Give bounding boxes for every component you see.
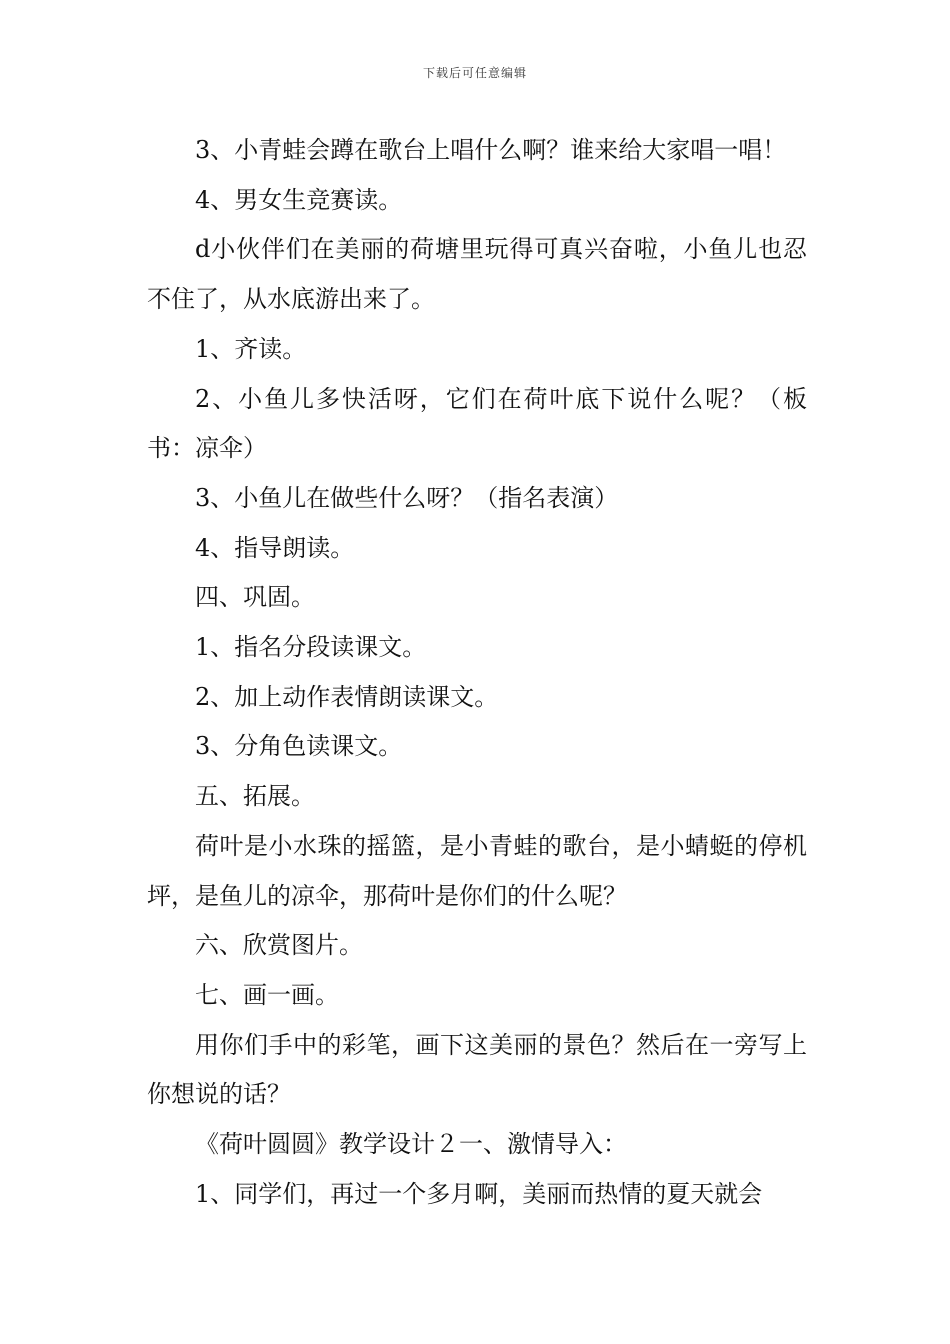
paragraph: 2、小鱼儿多快活呀，它们在荷叶底下说什么呢？（板书：凉伞） bbox=[147, 384, 807, 463]
section-heading: 五、拓展。 bbox=[195, 782, 315, 811]
paragraph: 荷叶是小水珠的摇篮，是小青蛙的歌台，是小蜻蜓的停机坪，是鱼儿的凉伞，那荷叶是你们的什么呢？ bbox=[147, 831, 807, 910]
section-heading: 七、画一画。 bbox=[195, 980, 339, 1009]
paragraph: 4、男女生竞赛读。 bbox=[195, 185, 403, 214]
paragraph: 1、同学们，再过一个多月啊，美丽而热情的夏天就会 bbox=[195, 1179, 763, 1208]
paragraph: 1、指名分段读课文。 bbox=[195, 633, 427, 662]
section-heading: 四、巩固。 bbox=[195, 583, 315, 612]
section-heading: 六、欣赏图片。 bbox=[195, 931, 363, 960]
paragraph: 用你们手中的彩笔，画下这美丽的景色？然后在一旁写上你想说的话？ bbox=[147, 1030, 807, 1109]
paragraph: 《荷叶圆圆》教学设计２一、激情导入： bbox=[195, 1130, 627, 1159]
document-body bbox=[147, 126, 807, 1219]
paragraph: 3、分角色读课文。 bbox=[195, 732, 403, 761]
paragraph: d小伙伴们在美丽的荷塘里玩得可真兴奋啦，小鱼儿也忍不住了，从水底游出来了。 bbox=[147, 235, 807, 314]
paragraph: 4、指导朗读。 bbox=[195, 533, 355, 562]
paragraph: 3、小鱼儿在做些什么呀？（指名表演） bbox=[195, 483, 619, 512]
paragraph: 3、小青蛙会蹲在歌台上唱什么啊？谁来给大家唱一唱！ bbox=[195, 136, 787, 164]
paragraph: 1、齐读。 bbox=[195, 334, 307, 363]
page-header: 下载后可任意编辑 bbox=[422, 66, 527, 80]
paragraph: 2、加上动作表情朗读课文。 bbox=[195, 682, 499, 711]
